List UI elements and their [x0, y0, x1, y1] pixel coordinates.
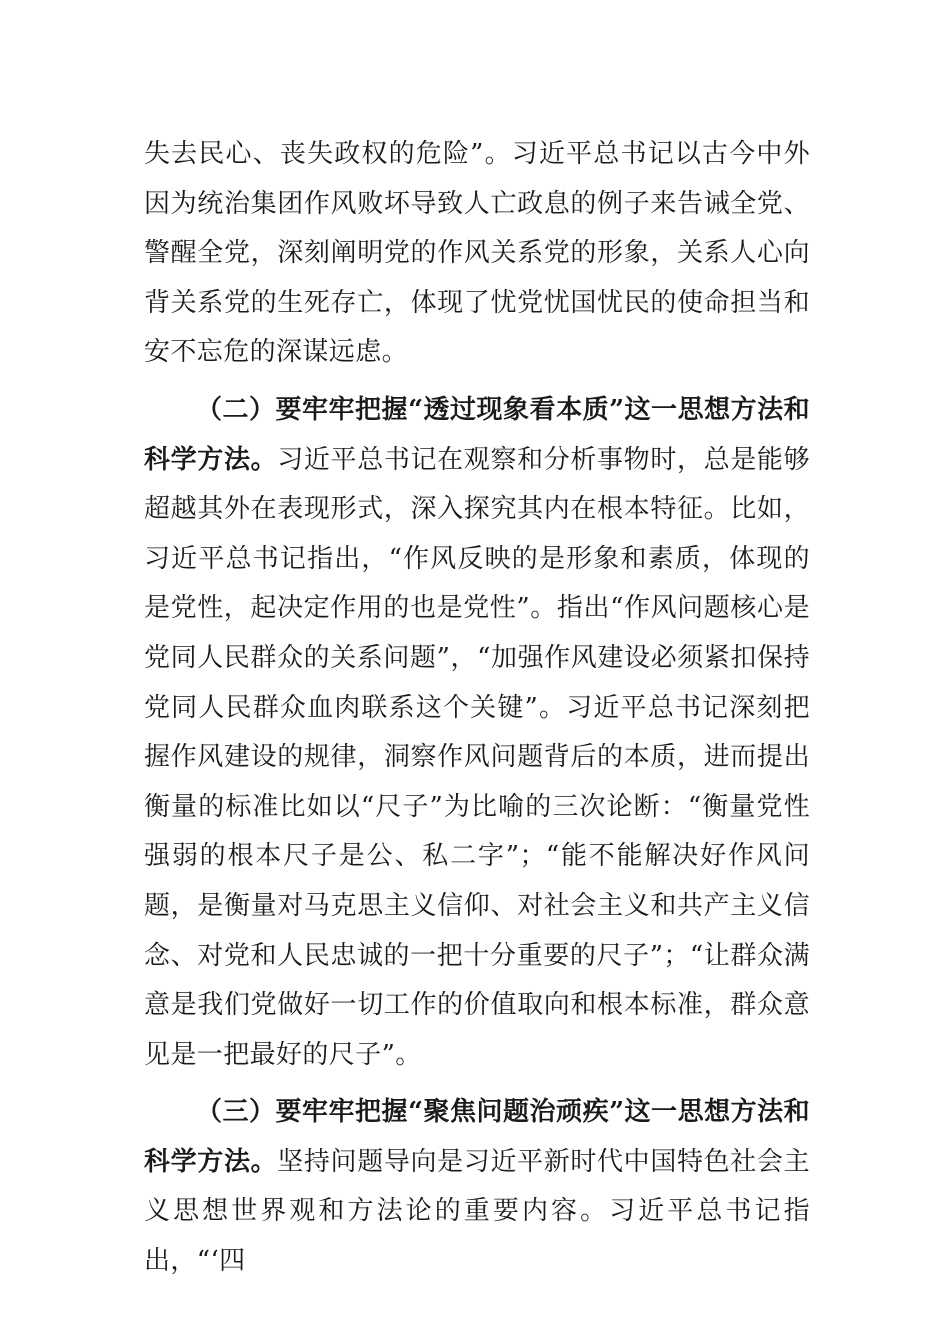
paragraph-section-3	[144, 1088, 810, 1286]
paragraph-text: 坚持问题导向是习近平新时代中国特色社会主义思想世界观和方法论的重要内容。习近平总书记指出，“‘四	[144, 1146, 810, 1277]
paragraph-text: 失去民心、丧失政权的危险”。习近平总书记以古今中外因为统治集团作风败坏导致人亡政息的例子来告诫全党、警醒全党，深刻阐明党的作风关系党的形象，关系人心向背关系党的生死存亡，体现了忧党忧国忧民的使命担当和安不忘危的深谋远虑。	[144, 139, 810, 368]
paragraph-continuation	[144, 130, 810, 378]
paragraph-text: 习近平总书记在观察和分析事物时，总是能够超越其外在表现形式，深入探究其内在根本特征。比如，习近平总书记指出，“作风反映的是形象和素质，体现的是党性，起决定作用的也是党性”。指出“作风问题核心是党同人民群众的关系问题”，“加强作风建设必须紧扣保持党同人民群众血肉联系这个关键”。习近平总书记深刻把握作风建设的规律，洞察作风问题背后的本质，进而提出衡量的标准比如以“尺子”为比喻的三次论断：“衡量党性强弱的根本尺子是公、私二字”；“能不能解决好作风问题，是衡量对马克思主义信仰、对社会主义和共产主义信念、对党和人民忠诚的一把十分重要的尺子”；“让群众满意是我们党做好一切工作的价值取向和根本标准，群众意见是一把最好的尺子”。	[144, 444, 810, 1070]
document-body	[144, 130, 810, 1287]
section-heading-3: （三）要牢牢把握“聚焦问题治顽疾”这一思想方法和科学方法。	[144, 1097, 810, 1177]
section-heading-2: （二）要牢牢把握“透过现象看本质”这一思想方法和科学方法。	[144, 394, 810, 475]
paragraph-section-2	[144, 386, 810, 1080]
